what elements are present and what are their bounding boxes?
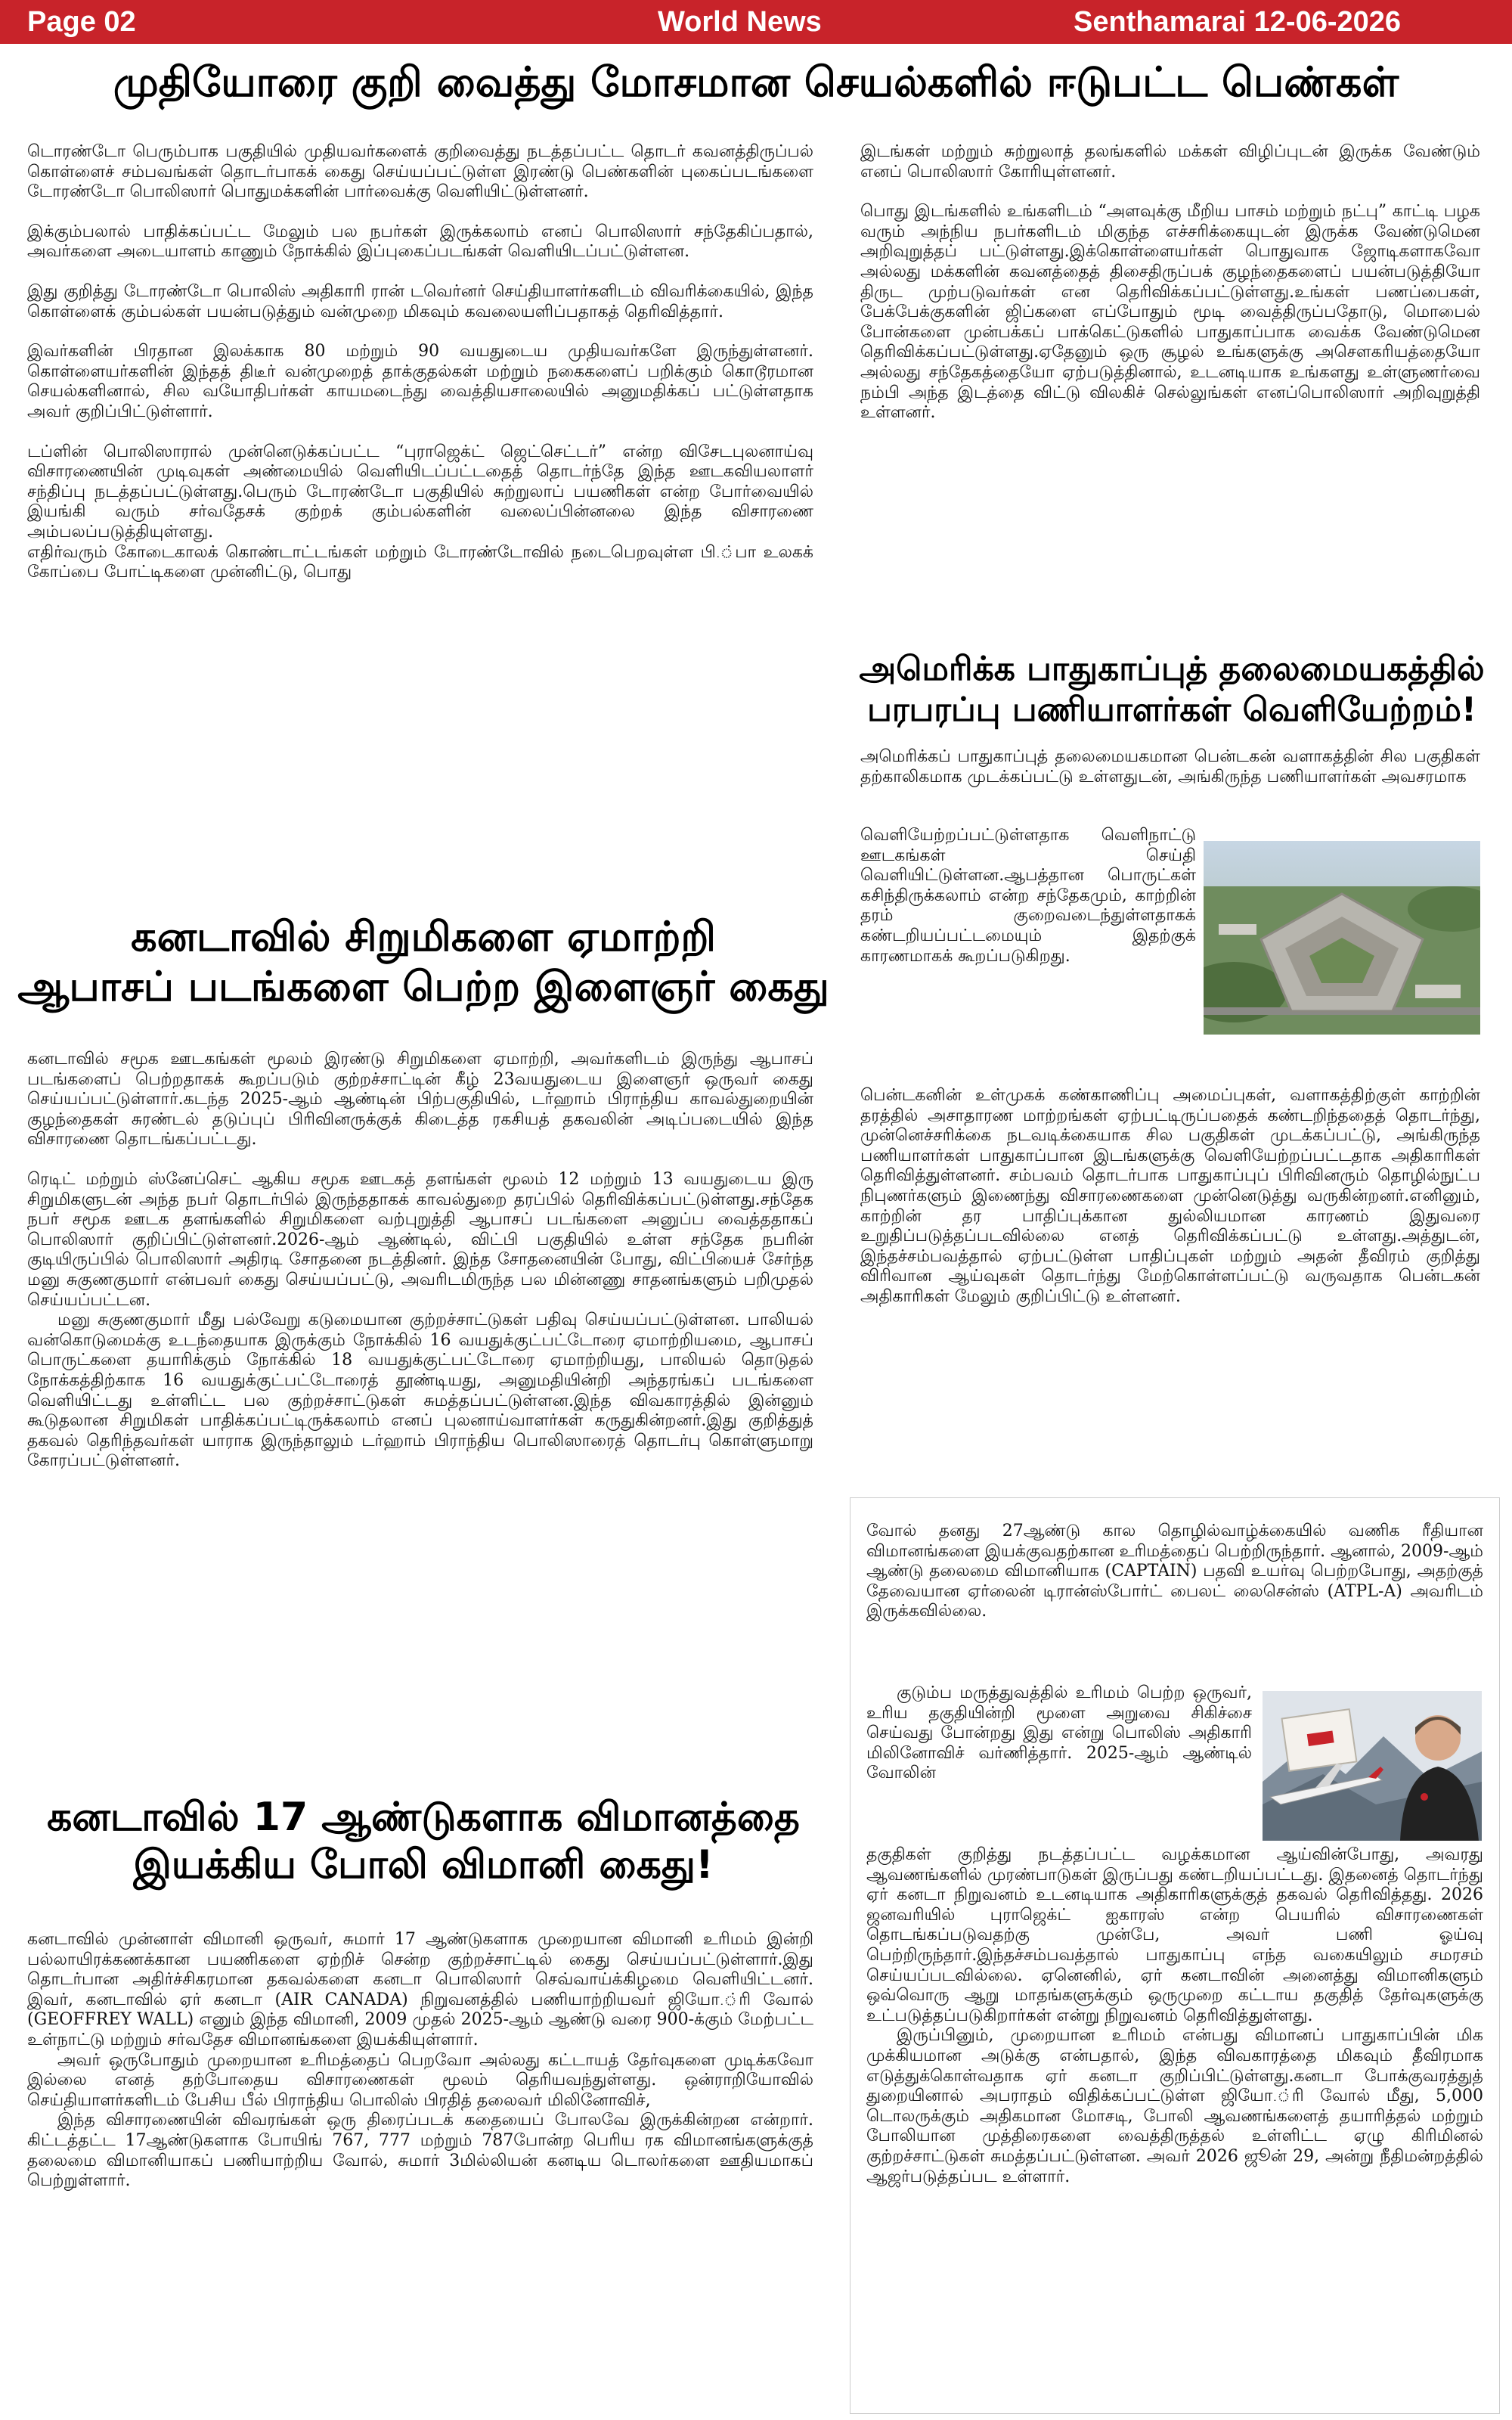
article3-col2-top: [866, 1522, 1483, 1622]
section-title: World News: [658, 6, 822, 38]
paragraph: இது குறித்து டோரண்டோ பொலிஸ் அதிகாரி ரான் டவெர்னர் செய்தியாளர்களிடம் விவரிக்கையில், இந்த கொள்ளைக் கும்பல்கள் பயன்படுத்தும் வன்முறை மிகவும் கவலையளிப்பதாகத் தெரிவித்தார்.: [27, 281, 813, 321]
paragraph: அமெரிக்கப் பாதுகாப்புத் தலைமையகமான பென்டகன் வளாகத்தின் சில பகுதிகள் தற்காலிகமாக முடக்கப்பட்டு உள்ளதுடன், அங்கிருந்த பணியாளர்கள் அவசரமாக: [860, 747, 1480, 786]
headline-canada-girls: [15, 912, 832, 1012]
article4-lead: [860, 747, 1480, 787]
header-bar: [0, 0, 1512, 44]
headline-fake-pilot: [15, 1794, 832, 1890]
article1-col1: [27, 142, 813, 583]
paragraph: இக்கும்பலால் பாதிக்கப்பட்ட மேலும் பல நபர்கள் இருக்கலாம் எனப் பொலிஸார் சந்தேகிப்பதால், அவர்களை அடையாளம் காணும் நோக்கில் இப்புகைப்படங்கள் வெளியிடப்பட்டுள்ளன.: [27, 222, 813, 262]
article1-col2: [860, 142, 1480, 424]
paragraph: இடங்கள் மற்றும் சுற்றுலாத் தலங்களில் மக்கள் விழிப்புடன் இருக்க வேண்டும் எனப் பொலிஸார் கோரியுள்ளனர்.: [860, 142, 1480, 182]
paragraph: வெளியேற்றப்பட்டுள்ளதாக வெளிநாட்டு ஊடகங்கள் செய்தி வெளியிட்டுள்ளன.ஆபத்தான பொருட்கள் கசிந்திருக்கலாம் என்ற சந்தேகமும், காற்றின் தரம் குறைவடைந்துள்ளதாகக் கண்டறியப்பட்டமையும் இதற்குக் காரணமாகக் கூறப்படுகிறது.: [860, 826, 1196, 966]
paragraph: வோல் தனது 27ஆண்டு கால தொழில்வாழ்க்கையில் வணிக ரீதியான விமானங்களை இயக்குவதற்கான உரிமத்தைப் பெற்றிருந்தார். ஆனால், 2009-ஆம் ஆண்டு தலைமை விமானியாக (CAPTAIN) பதவி உயர்வு பெற்றபோது, அதற்குத் தேவையான ஏர்லைன் டிரான்ஸ்போர்ட் பைலட் லைசென்ஸ் (ATPL-A) அவரிடம் இருக்கவில்லை.: [866, 1522, 1483, 1621]
headline-line: ஆபாசப் படங்களை பெற்ற இளைஞர் கைது: [17, 962, 829, 1010]
headline-line: கனடாவில் சிறுமிகளை ஏமாற்றி: [131, 913, 716, 960]
paragraph: மனு சுகுணகுமார் மீது பல்வேறு கடுமையான குற்றச்சாட்டுகள் பதிவு செய்யப்பட்டுள்ளன. பாலியல் வன்கொடுமைக்கு உடந்தையாக இருக்கும் நோக்கில் 16 வயதுக்குட்பட்டோரை ஏமாற்றியமை, ஆபாசப் பொருட்களை தயாரிக்கும் நோக்கில் 18 வயதுக்குட்பட்டோரை ஏமாற்றியது, பாலியல் தொடுதல் நோக்கத்திற்காக 16 வயதுக்குட்பட்டோரைத் தூண்டியது, அனுமதியின்றி அந்தரங்கப் படங்களை வெளியிட்டது உள்ளிட்ட பல குற்றச்சாட்டுகள் சுமத்தப்பட்டுள்ளன.இந்த விவகாரத்தில் இன்னும் கூடுதலான சிறுமிகள் பாதிக்கப்பட்டிருக்கலாம் எனப் புலனாய்வாளர்கள் கருதுகின்றனர்.இது குறித்துத் தகவல் தெரிந்தவர்கள் யாராக இருந்தாலும் டர்ஹாம் பிராந்திய பொலிஸாரைத் தொடர்பு கொள்ளுமாறு கோரப்பட்டுள்ளனர்.: [27, 1311, 813, 1471]
headline-elderly-robbery: முதியோரை குறி வைத்து மோசமான செயல்களில் ஈடுபட்ட பெண்கள்: [113, 58, 1399, 106]
article3-col2-rest: [866, 1845, 1483, 2187]
paragraph: எதிர்வரும் கோடைகாலக் கொண்டாட்டங்கள் மற்றும் டோரண்டோவில் நடைபெறவுள்ள பி.்பா உலகக் கோப்பை போட்டிகளை முன்னிட்டு, பொது: [27, 542, 813, 582]
paragraph: டொரண்டோ பெரும்பாக பகுதியில் முதியவர்களைக் குறிவைத்து நடத்தப்பட்ட தொடர் கவனத்திருப்பல் கொள்ளைச் சம்பவங்கள் தொடர்பாகக் கைது செய்யப்பட்டுள்ள இரண்டு பெண்களின் புகைப்படங்களை டோரண்டோ பொலிஸார் பொதுமக்களின் பார்வைக்கு வெளியிட்டுள்ளனர்.: [27, 142, 813, 202]
paragraph: கனடாவில் சமூக ஊடகங்கள் மூலம் இரண்டு சிறுமிகளை ஏமாற்றி, அவர்களிடம் இருந்து ஆபாசப் படங்களைப் பெற்றதாகக் கூறப்படும் குற்றச்சாட்டின் கீழ் 23வயதுடைய இளைஞர் ஒருவர் கைது செய்யப்பட்டுள்ளார்.கடந்த 2025-ஆம் ஆண்டின் பிற்பகுதியில், டர்ஹாம் பிராந்திய காவல்துறையின் குழந்தைகள் சுரண்டல் தடுப்புப் பிரிவினருக்குக் கிடைத்த ரகசியத் தகவலின் அடிப்படையில் இந்த விசாரணை தொடங்கப்பட்டது.: [27, 1050, 813, 1150]
headline-line: கனடாவில் 17 ஆண்டுகளாக விமானத்தை: [47, 1795, 800, 1840]
paragraph: ரெடிட் மற்றும் ஸ்னேப்செட் ஆகிய சமூக ஊடகத் தளங்கள் மூலம் 12 மற்றும் 13 வயதுடைய இரு சிறுமிகளுடன் அந்த நபர் தொடர்பில் இருந்ததாகக் காவல்துறை தரப்பில் தெரிவிக்கப்பட்டுள்ளது.சந்தேக நபர் சமூக ஊடக தளங்களில் சிறுமிகளை வற்புறுத்தி ஆபாசப் படங்களை அனுப்ப வைத்ததாகப் பொலிஸார் குறிப்பிட்டுள்ளனர்.2026-ஆம் ஆண்டில், விட்பி பகுதியில் உள்ள சந்தேக நபரின் குடியிருப்பில் பொலிஸார் அதிரடி சோதனை நடத்தினர். இந்த சோதனையின் போது, விட்பியைச் சேர்ந்த மனு சுகுணகுமார் என்பவர் கைது செய்யப்பட்டு, அவரிடமிருந்த பல மின்னணு சாதனங்களும் பறிமுதல் செய்யப்பட்டன.: [27, 1169, 813, 1310]
article2-body: [27, 1050, 813, 1472]
paragraph: இவர்களின் பிரதான இலக்காக 80 மற்றும் 90 வயதுடைய முதியவர்களே இருந்துள்ளனர். கொள்ளையர்களின் இந்தத் திடீர் வன்முறைத் தாக்குதல்கள் மற்றும் நகைகளைப் பறிக்கும் கொடூரமான செயல்களினால், சில வயோதிபர்கள் காயமடைந்து வைத்தியசாலையில் அனுமதிக்கப் பட்டுள்ளதாக அவர் குறிப்பிட்டுள்ளார்.: [27, 342, 813, 421]
article4-wrap: [860, 826, 1196, 966]
publication-date: Senthamarai 12-06-2026: [1074, 6, 1402, 38]
pentagon-aerial-photo: [1204, 841, 1480, 1035]
paragraph: தகுதிகள் குறித்து நடத்தப்பட்ட வழக்கமான ஆய்வின்போது, அவரது ஆவணங்களில் முரண்பாடுகள் இருப்பது கண்டறியப்பட்டது. இதனைத் தொடர்ந்து ஏர் கனடா நிறுவனம் உடனடியாக அதிகாரிகளுக்குத் தகவல் தெரிவித்தது. 2026 ஜனவரியில் புராஜெக்ட் ஐகாரஸ் என்ற பெயரில் விசாரணைகள் தொடங்கப்படுவதற்கு முன்பே, அவர் பணி ஓய்வு பெற்றிருந்தார்.இந்தச்சம்பவத்தால் பாதுகாப்பு எந்த வகையிலும் சமரசம் செய்யப்படவில்லை. ஏனெனில், ஏர் கனடாவின் அனைத்து விமானிகளும் ஒவ்வொரு ஆறு மாதங்களுக்கும் ஒருமுறை கட்டாய தகுதித் தேர்வுகளுக்கு உட்படுத்தப்படுகிறார்கள் என்று நிறுவனம் தெரிவித்துள்ளது.: [866, 1845, 1483, 2025]
paragraph: டப்ளின் பொலிஸாரால் முன்னெடுக்கப்பட்ட “புராஜெக்ட் ஜெட்செட்டர்” என்ற விசேடபுலனாய்வு விசாரணையின் முடிவுகள் அண்மையில் வெளியிடப்பட்டதைத் தொடர்ந்தே இந்த ஊடகவியலாளர் சந்திப்பு நடத்தப்பட்டுள்ளது.பெரும் டோரண்டோ பகுதியில் சுற்றுலாப் பயணிகள் என்ற போர்வையில் இயங்கி வரும் சர்வதேசக் குற்றக் கும்பல்களின் வலைப்பின்னலை இந்த விசாரணை அம்பலப்படுத்தியுள்ளது.: [27, 442, 813, 541]
pilot-airplane-icon: [1263, 1691, 1482, 1841]
headline-line: அமெரிக்க பாதுகாப்புத் தலைமையகத்தில்: [859, 650, 1485, 688]
pentagon-aerial-icon: [1204, 841, 1480, 1035]
headline-line: இயக்கிய போலி விமானி கைது!: [133, 1842, 714, 1888]
paragraph: அவர் ஒருபோதும் முறையான உரிமத்தைப் பெறவோ அல்லது கட்டாயத் தேர்வுகளை முடிக்கவோ இல்லை எனத் தற்போதைய விசாரணைகள் மூலம் தெரியவந்துள்ளது. ஒன்ராறியோவில் செய்தியாளர்களிடம் பேசிய பீல் பிராந்திய பொலிஸ் பிரதித் தலைவர் மிலினோவிச்,: [27, 2050, 813, 2110]
paragraph: குடும்ப மருத்துவத்தில் உரிமம் பெற்ற ஒருவர், உரிய தகுதியின்றி மூளை அறுவை சிகிச்சை செய்வது போன்றது இது என்று பொலிஸ் அதிகாரி மிலினோவிச் வர்ணித்தார். 2025-ஆம் ஆண்டில் வோலின்: [866, 1683, 1252, 1783]
paragraph: இந்த விசாரணையின் விவரங்கள் ஒரு திரைப்படக் கதையைப் போலவே இருக்கின்றன என்றார். கிட்டத்தட்ட 17ஆண்டுகளாக போயிங் 767, 777 மற்றும் 787போன்ற பெரிய ரக விமானங்களுக்குத் தலைமை விமானியாகப் பணியாற்றிய வோல், சுமார் 3மில்லியன் கனடிய டொலர்களை ஊதியமாகப் பெற்றுள்ளார்.: [27, 2111, 813, 2191]
pilot-airplane-photo: [1263, 1691, 1482, 1841]
page-number: Page 02: [27, 6, 136, 38]
article3-col1: [27, 1930, 813, 2192]
paragraph: பென்டகனின் உள்முகக் கண்காணிப்பு அமைப்புகள், வளாகத்திற்குள் காற்றின் தரத்தில் அசாதாரண மாற்றங்கள் ஏற்பட்டிருப்பதைக் கண்டறிந்ததைத் தொடர்ந்து, முன்னெச்சரிக்கை நடவடிக்கையாக சில பகுதிகள் முடக்கப்பட்டு, அங்கிருந்த பணியாளர்கள் பாதுகாப்பான இடங்களுக்கு வெளியேற்றப்பட்டதாக அதிகாரிகள் தெரிவித்துள்ளனர். சம்பவம் தொடர்பாக பாதுகாப்புப் பிரிவினரும் தொழில்நுட்ப நிபுணர்களும் இணைந்து விசாரணைகளை முன்னெடுத்து வருகின்றனர்.எனினும், காற்றின் தர பாதிப்புக்கான துல்லியமான காரணம் இதுவரை உறுதிப்படுத்தப்படவில்லை எனத் தெரிவிக்கப்பட்டு உள்ளது.அத்துடன், இந்தச்சம்பவத்தால் ஏற்பட்டுள்ள பாதிப்புகள் மற்றும் அதன் தீவிரம் குறித்து விரிவான ஆய்வுகள் தொடர்ந்து மேற்கொள்ளப்பட்டு வருவதாக பென்டகன் அதிகாரிகள் மேலும் குறிப்பிட்டு உள்ளனர்.: [860, 1086, 1480, 1306]
paragraph: கனடாவில் முன்னாள் விமானி ஒருவர், சுமார் 17 ஆண்டுகளாக முறையான விமானி உரிமம் இன்றி பல்லாயிரக்கணக்கான பயணிகளை ஏற்றிச் சென்ற குற்றச்சாட்டில் கைது செய்யப்பட்டுள்ளார்.இது தொடர்பான அதிர்ச்சிகரமான தகவல்களை கனடா பொலிஸார் செவ்வாய்க்கிழமை வெளியிட்டனர். இவர், கனடாவில் ஏர் கனடா (AIR CANADA) நிறுவனத்தில் பணியாற்றியவர் ஜியோ.்ரி வோல் (GEOFFREY WALL) எனும் இந்த விமானி, 2009 முதல் 2025-ஆம் ஆண்டு வரை 900-க்கும் மேற்பட்ட உள்நாட்டு மற்றும் சர்வதேச விமானங்களை இயக்கியுள்ளார்.: [27, 1930, 813, 2049]
paragraph: இருப்பினும், முறையான உரிமம் என்பது விமானப் பாதுகாப்பின் மிக முக்கியமான அடுக்கு என்பதால், இந்த விவகாரத்தை மிகவும் தீவிரமாக எடுத்துக்கொள்வதாக ஏர் கனடா குறிப்பிட்டுள்ளது.கனடா போக்குவரத்துத் துறையினால் அபராதம் விதிக்கப்பட்டுள்ள ஜியோ.்ரி வோல் மீது, 5,000 டொலருக்கும் அதிகமான மோசடி, போலி ஆவணங்களைத் தயாரித்தல் மற்றும் போலியான முத்திரைகளை வைத்திருத்தல் உள்ளிட்ட ஏழு கிரிமினல் குற்றச்சாட்டுகள் சுமத்தப்பட்டுள்ளன. அவர் 2026 ஜூன் 29, அன்று நீதிமன்றத்தில் ஆஜர்படுத்தப்பட உள்ளார்.: [866, 2026, 1483, 2186]
article3-col2-wrap: [866, 1683, 1252, 1784]
headline-pentagon: [847, 649, 1497, 730]
paragraph: பொது இடங்களில் உங்களிடம் “அளவுக்கு மீறிய பாசம் மற்றும் நட்பு” காட்டி பழக வரும் அந்நிய நபர்களிடம் மிகுந்த எச்சரிக்கையுடன் இருக்க வேண்டுமென அறிவுறுத்தப் பட்டுள்ளது.இக்கொள்ளையர்கள் பொதுவாக ஜோடிகளாகவோ அல்லது மக்களின் கவனத்தைத் திசைதிருப்பக் குழந்தைகளைப் பயன்படுத்தியோ திருட முற்படுவர்கள் என தெரிவிக்கப்பட்டுள்ளது.உங்கள் பணப்பைகள், பேக்பேக்குகளின் ஜிப்களை எப்போதும் மூடி வைத்திருப்பதோடு, மொபைல் போன்களை முன்பக்கப் பாக்கெட்டுகளில் பாதுகாப்பாக வைக்க வேண்டுமென தெரிவிக்கப்பட்டுள்ளது.ஏதேனும் ஒரு சூழல் உங்களுக்கு அசௌகரியத்தையோ அல்லது சந்தேகத்தையோ ஏற்படுத்தினால், உடனடியாக உங்களது உள்ளுணர்வை நம்பி அந்த இடத்தை விட்டு விலகிச் செல்லுங்கள் எனப்பொலிஸார் அறிவுறுத்தி உள்ளனர்.: [860, 202, 1480, 423]
article4-body: [860, 1086, 1480, 1308]
headline-line: பரபரப்பு பணியாளர்கள் வெளியேற்றம்!: [867, 690, 1476, 729]
